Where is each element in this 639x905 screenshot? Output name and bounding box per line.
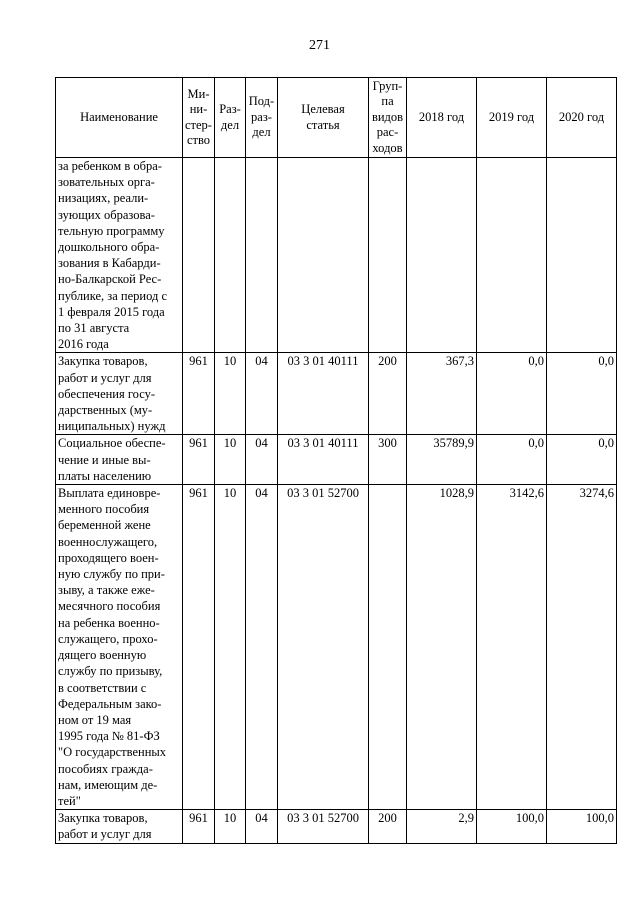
table-row xyxy=(56,485,617,810)
cell-name-line: "О государственных xyxy=(58,745,167,760)
cell-name-line: беременной жене xyxy=(58,518,151,533)
header-2018: 2018 год xyxy=(407,78,477,158)
cell-name-line: Социальное обеспе- xyxy=(58,436,166,451)
cell-name-line: низациях, реали- xyxy=(58,191,149,206)
cell-name-line: Выплата единовре- xyxy=(58,486,161,501)
cell-2020 xyxy=(547,158,617,353)
cell-2019: 100,0 xyxy=(477,810,547,843)
header-group: Груп- па видов рас- ходов xyxy=(369,78,407,158)
cell-section: 10 xyxy=(215,810,246,843)
cell-name-line: служащего, прохо- xyxy=(58,631,158,646)
table-row xyxy=(56,435,617,485)
cell-name-line: чение и иные вы- xyxy=(58,452,151,467)
cell-target: 03 3 01 52700 xyxy=(278,485,369,810)
cell-name-line: нам, имеющим де- xyxy=(58,777,158,792)
cell-name-line: дарственных (му- xyxy=(58,403,153,418)
cell-name xyxy=(56,435,183,485)
cell-name-line: военнослужащего, xyxy=(58,534,158,549)
cell-name-line: Федеральным зако- xyxy=(58,696,162,711)
cell-target: 03 3 01 52700 xyxy=(278,810,369,843)
cell-2020: 0,0 xyxy=(547,353,617,435)
cell-section xyxy=(215,158,246,353)
cell-name-line: 1 февраля 2015 года xyxy=(58,304,165,319)
table-row xyxy=(56,810,617,843)
cell-name-line: службу по призыву, xyxy=(58,664,163,679)
cell-2018: 367,3 xyxy=(407,353,477,435)
cell-target xyxy=(278,158,369,353)
header-ministry: Ми- ни- стер- ство xyxy=(183,78,215,158)
cell-name xyxy=(56,353,183,435)
cell-name xyxy=(56,485,183,810)
cell-name-line: зующих образова- xyxy=(58,207,155,222)
cell-2019 xyxy=(477,158,547,353)
cell-name xyxy=(56,810,183,843)
cell-name-line: в соответствии с xyxy=(58,680,147,695)
table-header xyxy=(56,78,617,158)
cell-name-line: дящего военную xyxy=(58,648,147,663)
cell-name-line: обеспечения госу- xyxy=(58,386,156,401)
cell-target: 03 3 01 40111 xyxy=(278,353,369,435)
cell-group xyxy=(369,485,407,810)
cell-2019: 0,0 xyxy=(477,435,547,485)
cell-name-line: ниципальных) нужд xyxy=(58,419,166,434)
cell-subsection: 04 xyxy=(246,485,278,810)
cell-group: 200 xyxy=(369,353,407,435)
cell-group xyxy=(369,158,407,353)
cell-ministry: 961 xyxy=(183,810,215,843)
cell-subsection: 04 xyxy=(246,810,278,843)
cell-ministry: 961 xyxy=(183,435,215,485)
cell-name xyxy=(56,158,183,353)
cell-section: 10 xyxy=(215,485,246,810)
cell-2020: 100,0 xyxy=(547,810,617,843)
cell-name-line: за ребенком в обра- xyxy=(58,159,162,173)
cell-2020: 3274,6 xyxy=(547,485,617,810)
cell-name-line: по 31 августа xyxy=(58,321,130,336)
header-2019: 2019 год xyxy=(477,78,547,158)
cell-2018: 2,9 xyxy=(407,810,477,843)
cell-name-line: работ и услуг для xyxy=(58,827,152,842)
cell-name-line: ную службу по при- xyxy=(58,567,165,582)
cell-name-line: платы населению xyxy=(58,468,152,483)
cell-name-line: тельную программу xyxy=(58,223,165,238)
cell-name-line: пособиях гражда- xyxy=(58,761,153,776)
cell-name-line: работ и услуг для xyxy=(58,370,152,385)
cell-name-line: но-Балкарской Рес- xyxy=(58,272,162,287)
cell-2019: 0,0 xyxy=(477,353,547,435)
cell-name-line: тей" xyxy=(58,793,81,808)
cell-subsection: 04 xyxy=(246,353,278,435)
header-name: Наименование xyxy=(56,78,183,158)
cell-name-line: дошкольного обра- xyxy=(58,240,160,255)
cell-name-line: на ребенка военно- xyxy=(58,615,160,630)
cell-section: 10 xyxy=(215,435,246,485)
cell-name-line: проходящего воен- xyxy=(58,550,159,565)
table-body xyxy=(56,158,617,844)
cell-name-line: Закупка товаров, xyxy=(58,811,148,826)
header-2020: 2020 год xyxy=(547,78,617,158)
cell-name-line: месячного пособия xyxy=(58,599,161,614)
cell-name-line: зования в Кабарди- xyxy=(58,256,161,271)
cell-group: 300 xyxy=(369,435,407,485)
table-row xyxy=(56,158,617,353)
cell-section: 10 xyxy=(215,353,246,435)
cell-name-line: зовательных орга- xyxy=(58,175,155,190)
header-section: Раз- дел xyxy=(215,78,246,158)
cell-2018: 1028,9 xyxy=(407,485,477,810)
cell-name-line: публике, за период с xyxy=(58,288,168,303)
cell-name-line: зыву, а также еже- xyxy=(58,583,155,598)
cell-name-line: менного пособия xyxy=(58,502,150,517)
cell-2020: 0,0 xyxy=(547,435,617,485)
cell-ministry xyxy=(183,158,215,353)
cell-ministry: 961 xyxy=(183,485,215,810)
cell-group: 200 xyxy=(369,810,407,843)
page-number: 271 xyxy=(309,38,330,53)
header-target: Целевая статья xyxy=(278,78,369,158)
cell-2018 xyxy=(407,158,477,353)
header-subsection: Под- раз- дел xyxy=(246,78,278,158)
cell-ministry: 961 xyxy=(183,353,215,435)
cell-name-line: ном от 19 мая xyxy=(58,712,132,727)
cell-name-line: 2016 года xyxy=(58,337,109,352)
budget-table xyxy=(55,77,617,844)
table-row xyxy=(56,353,617,435)
cell-name-line: 1995 года № 81-ФЗ xyxy=(58,729,160,744)
cell-2018: 35789,9 xyxy=(407,435,477,485)
cell-subsection xyxy=(246,158,278,353)
cell-subsection: 04 xyxy=(246,435,278,485)
cell-2019: 3142,6 xyxy=(477,485,547,810)
cell-name-line: Закупка товаров, xyxy=(58,354,148,369)
cell-target: 03 3 01 40111 xyxy=(278,435,369,485)
